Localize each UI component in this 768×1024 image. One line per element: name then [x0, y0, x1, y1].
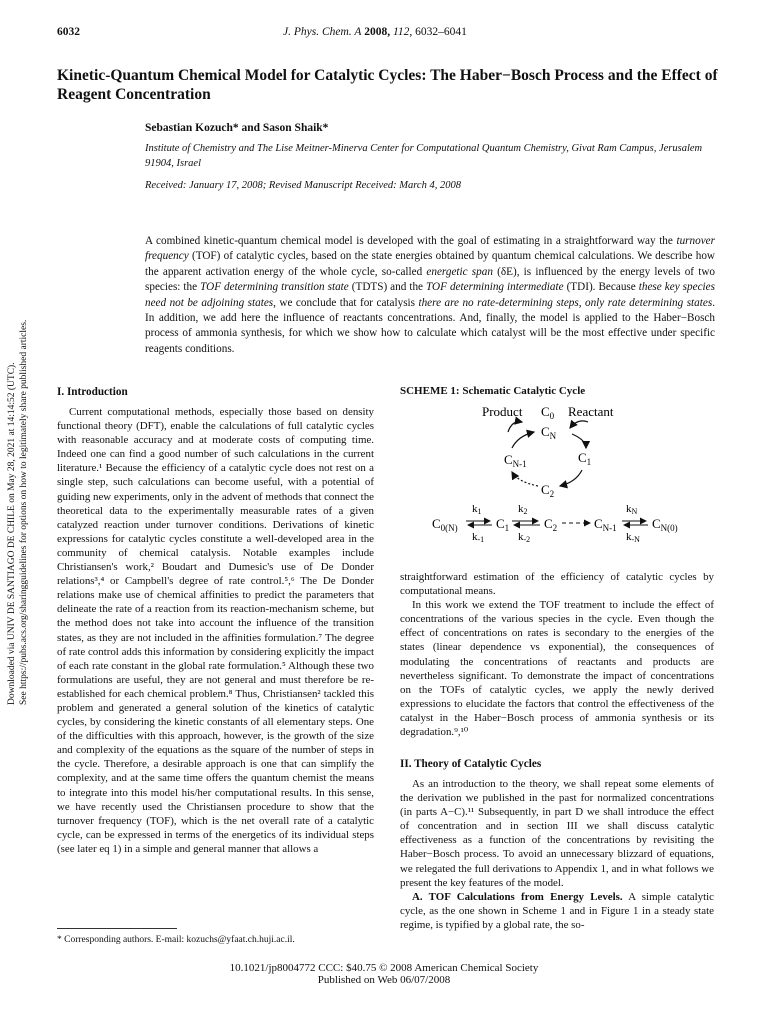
- scheme-reactant-label: Reactant: [568, 404, 614, 419]
- section-heading-introduction: I. Introduction: [57, 386, 128, 398]
- authors: Sebastian Kozuch* and Sason Shaik*: [145, 122, 329, 134]
- abstract-emphasis: these key species need not be adjoining states: [145, 281, 715, 309]
- scheme-c2: $C_2$: [541, 482, 555, 499]
- eq-c0n: $C_{0(N)}$: [432, 516, 458, 533]
- cycle-arrow-dotted: [512, 472, 538, 486]
- scheme-cn-1: $C_{N-1}$: [504, 452, 527, 469]
- abstract-text: (TDTS) and the: [348, 281, 427, 294]
- cycle-arrow-1: [572, 434, 586, 448]
- eq-k2: k2: [518, 503, 528, 516]
- paragraph-theory-intro: As an introduction to the theory, we shall repeat some elements of the derivation we published in the past for normalized concentrations (in parts A−C).¹¹ Subsequently, in part D we shall introduce the effect of concentration and in section III we shall discuss catalytic effectiveness as a function of the concentrations by revisiting the Haber−Bosch process. To avoid an unnecessary blizzard of equations, we relegated the full derivations to Appendix 1, and in what follows we present the key features of the model.: [400, 778, 714, 889]
- eq-cn-1: $C_{N-1}$: [594, 516, 617, 533]
- download-notice-line1: Downloaded via UNIV DE SANTIAGO DE CHILE on May 28, 2021 at 14:14:52 (UTC).: [7, 362, 17, 705]
- paragraph-tof-calculations: [400, 890, 714, 932]
- cycle-arrow-3: [512, 432, 534, 448]
- subsection-heading-tof: A. TOF Calculations from Energy Levels.: [412, 890, 623, 903]
- abstract-text: , we conclude that for catalysis: [273, 296, 419, 309]
- scheme-c0: $C_0$: [541, 404, 555, 421]
- scheme-cn: $C_N$: [541, 424, 557, 441]
- affiliation: Institute of Chemistry and The Lise Meitner-Minerva Center for Computational Quantum Chemistry, Givat Ram Campus, Jerusalem 91904, Israel: [145, 143, 703, 169]
- abstract-text: (TOF) of catalytic cycles, based on the state energies obtained by quantum chemical calculations. We describe how the apparent activation energy of the whole cycle, so-called: [145, 250, 715, 278]
- right-column-text-2: [400, 777, 714, 932]
- eq-cn0: $C_{N(0)}$: [652, 516, 678, 533]
- right-column-text-1: [400, 570, 714, 739]
- journal-volume: 112,: [392, 26, 413, 38]
- paper-title: Kinetic-Quantum Chemical Model for Catalytic Cycles: The Haber−Bosch Process and the Effect of Reagent Concentration: [57, 67, 718, 103]
- introduction-text: [57, 405, 374, 856]
- publication-date: Published on Web 06/07/2008: [317, 974, 451, 986]
- tof-text: A simple catalytic cycle, as the one shown in Scheme 1 and in Figure 1 in a steady state regime, is typified by a global rate, the so-: [400, 890, 714, 931]
- reactant-uptake-arrow: [570, 421, 588, 428]
- eq-k-2: k-2: [518, 531, 531, 544]
- abstract-text: (δE), is influenced by the energy levels of two species: the: [145, 265, 715, 294]
- section-heading-theory: II. Theory of Catalytic Cycles: [400, 758, 542, 770]
- scheme-product-label: Product: [482, 404, 523, 419]
- abstract-emphasis: TOF determining intermediate: [426, 281, 564, 294]
- product-release-arrow: [508, 422, 522, 432]
- eq-c1: $C_1$: [496, 516, 510, 533]
- journal-year: 2008,: [364, 26, 391, 38]
- scheme-c1: $C_1$: [578, 450, 592, 467]
- abstract-text: . In addition, we add here the influence of reactants concentrations. And, finally, the model is applied to the Haber−Bosch process of ammonia synthesis, for which we show how to calculate which catalyst will be the most effective under specific reagents conditions.: [145, 296, 715, 355]
- abstract-text: (TDI). Because: [563, 281, 639, 294]
- abstract-emphasis: TOF determining transition state: [200, 281, 349, 294]
- journal-citation: [283, 26, 467, 38]
- eq-c2: $C_2$: [544, 516, 558, 533]
- eq-k-n: k-N: [626, 531, 640, 544]
- journal-pages: 6032–6041: [415, 26, 467, 38]
- cycle-arrow-2: [560, 470, 582, 486]
- catalytic-cycle-scheme: [400, 400, 720, 570]
- footnote: * Corresponding authors. E-mail: kozuchs@yfaat.ch.huji.ac.il.: [57, 935, 295, 945]
- paragraph-continuation: straightforward estimation of the efficiency of catalytic cycles by computational means.: [400, 571, 714, 598]
- download-notice-line2[interactable]: See https://pubs.acs.org/sharingguidelines for options on how to legitimately share published articles.: [19, 319, 29, 705]
- doi-line[interactable]: 10.1021/jp8004772 CCC: $40.75 © 2008 American Chemical Society: [229, 962, 539, 974]
- abstract-emphasis: energetic span: [426, 265, 493, 278]
- eq-k-1: k-1: [472, 531, 485, 544]
- abstract-emphasis: there are no rate-determining steps, only rate determining states: [418, 296, 713, 309]
- eq-k1: k1: [472, 503, 482, 516]
- scheme-title: SCHEME 1: Schematic Catalytic Cycle: [400, 385, 586, 397]
- abstract-text: A combined kinetic-quantum chemical model is developed with the goal of estimating in a straightforward way the: [145, 235, 677, 247]
- eq-kn: kN: [626, 503, 638, 516]
- received-dates: Received: January 17, 2008; Revised Manuscript Received: March 4, 2008: [145, 180, 461, 191]
- footnote-rule: [57, 928, 177, 929]
- abstract: [145, 234, 715, 357]
- paragraph-concentration: In this work we extend the TOF treatment to include the effect of concentrations of the various species in the cycle. Even though the effect of concentrations on rates is secondary to the energies of the states (linear dependence vs exponential), the consequences of modulating the concentrations of reactants and products are nevertheless significant. To demonstrate the impact of concentrations on the TOFs of catalytic cycles, we apply the newly derived expressions to elucidate the factors that control the effectiveness of the catalyst in the Haber−Bosch process of ammonia synthesis or its degradation.⁹,¹⁰: [400, 599, 714, 739]
- download-notice: [6, 320, 30, 705]
- journal-name: J. Phys. Chem. A: [283, 26, 362, 38]
- introduction-paragraph: Current computational methods, especially those based on density functional theory (DFT), enable the calculations of full catalytic cycles with reasonable accuracy and at moderate costs of computing time. Indeed one can find a good number of such calculations in the current literature.¹ Because the efficiency of a catalytic cycle does not rest on a single step, such calculations can become useful, with a potential of guiding new experiments, only in the advent of methods that connect the theoretical data to the experimentally measurable rates of a given catalyzed reaction under turnover conditions. Derivations of kinetic expressions for catalytic cycles constitute a well-developed area in the community of chemical catalysis. Notable examples include Christiansen's work,² Boudart and Dumesic's use of De Donder relations³,⁴ or Campbell's degree of rate control.⁵,⁶ The De Donder relations make use of chemical affinities to predict the parameters that delineate the rate of a reaction from its reaction-mechanism scheme, but the method does not take into account the influence of the transition states, as they are not included in the affinities formulation.⁷ The degree of rate control adds this information by considering explicitly the impact of each rate constant in the global rate formulation.⁵ Although these two formulations are useful, they are not general and must therefore be re-established for each chemical problem.⁸ Thus, Christiansen² tackled this problem and generated a general solution of the kinetics of catalytic cycles, by considering the kinetic constants of all elementary steps. One of the difficulties with this approach, however, is the growth of the size and complexity of the equations as the square of the number of steps in the cycle. Therefore, a desirable approach is one that can simplify the complexity, and at the same time offers the quantum chemist the means to integrate into this model his/her computational results. In this sense, we have recently used the Christiansen procedure to show that the turnover frequency (TOF), which is the net overall rate of a catalytic cycle, can be expressed in terms of the energetics of its individual steps (see later eq 1) in a simple and general manner that allows a: [57, 406, 374, 855]
- page-number: 6032: [57, 26, 80, 38]
- abstract-emphasis: turnover frequency: [145, 235, 715, 263]
